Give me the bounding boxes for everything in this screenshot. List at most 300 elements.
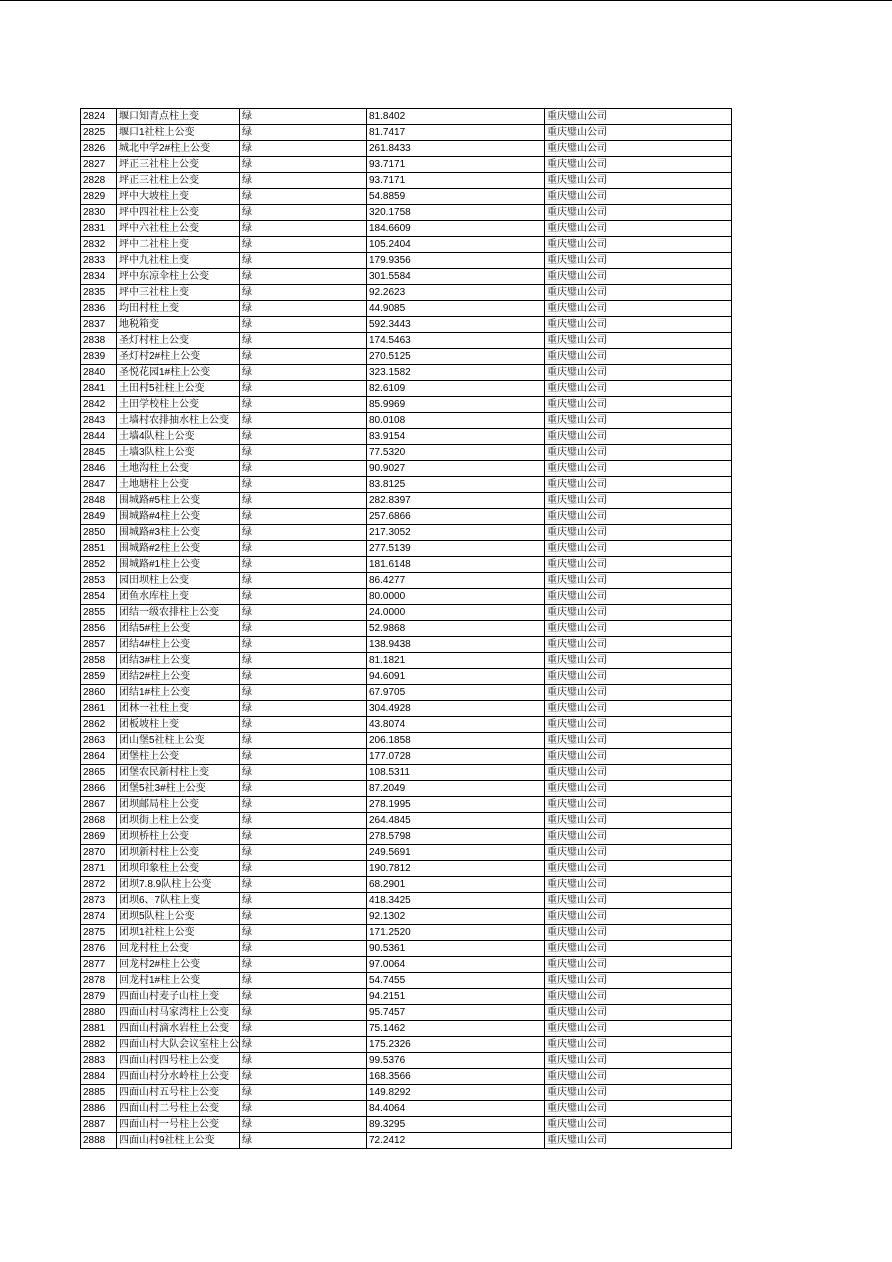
transformer-name-cell: 土墙村农排抽水柱上公变 (117, 413, 240, 429)
row-number-cell: 2886 (81, 1101, 117, 1117)
transformer-name-cell: 城北中学2#柱上公变 (117, 141, 240, 157)
company-cell: 重庆璧山公司 (545, 893, 732, 909)
row-number-cell: 2879 (81, 989, 117, 1005)
status-cell: 绿 (240, 173, 367, 189)
status-cell: 绿 (240, 685, 367, 701)
row-number-cell: 2841 (81, 381, 117, 397)
value-cell: 261.8433 (367, 141, 545, 157)
row-number-cell: 2873 (81, 893, 117, 909)
status-cell: 绿 (240, 557, 367, 573)
table-row (81, 141, 732, 157)
company-cell: 重庆璧山公司 (545, 845, 732, 861)
transformer-name-cell: 均田村柱上变 (117, 301, 240, 317)
company-cell: 重庆璧山公司 (545, 701, 732, 717)
row-number-cell: 2842 (81, 397, 117, 413)
table-row (81, 669, 732, 685)
status-cell: 绿 (240, 1037, 367, 1053)
row-number-cell: 2837 (81, 317, 117, 333)
table-row (81, 429, 732, 445)
row-number-cell: 2877 (81, 957, 117, 973)
transformer-name-cell: 团结3#柱上公变 (117, 653, 240, 669)
row-number-cell: 2875 (81, 925, 117, 941)
status-cell: 绿 (240, 797, 367, 813)
transformer-name-cell: 坪中东凉伞柱上公变 (117, 269, 240, 285)
row-number-cell: 2829 (81, 189, 117, 205)
value-cell: 77.5320 (367, 445, 545, 461)
value-cell: 171.2520 (367, 925, 545, 941)
company-cell: 重庆璧山公司 (545, 1085, 732, 1101)
company-cell: 重庆璧山公司 (545, 813, 732, 829)
company-cell: 重庆璧山公司 (545, 365, 732, 381)
company-cell: 重庆璧山公司 (545, 525, 732, 541)
status-cell: 绿 (240, 141, 367, 157)
table-row (81, 397, 732, 413)
row-number-cell: 2834 (81, 269, 117, 285)
table-row (81, 157, 732, 173)
table-row (81, 557, 732, 573)
company-cell: 重庆璧山公司 (545, 621, 732, 637)
table-row (81, 493, 732, 509)
company-cell: 重庆璧山公司 (545, 125, 732, 141)
page-top-border (0, 0, 892, 1)
company-cell: 重庆璧山公司 (545, 541, 732, 557)
row-number-cell: 2857 (81, 637, 117, 653)
company-cell: 重庆璧山公司 (545, 605, 732, 621)
row-number-cell: 2862 (81, 717, 117, 733)
value-cell: 217.3052 (367, 525, 545, 541)
transformer-name-cell: 土墙3队柱上公变 (117, 445, 240, 461)
company-cell: 重庆璧山公司 (545, 829, 732, 845)
status-cell: 绿 (240, 749, 367, 765)
row-number-cell: 2830 (81, 205, 117, 221)
transformer-name-cell: 团坝7.8.9队柱上公变 (117, 877, 240, 893)
status-cell: 绿 (240, 829, 367, 845)
value-cell: 54.7455 (367, 973, 545, 989)
table-row (81, 413, 732, 429)
company-cell: 重庆璧山公司 (545, 733, 732, 749)
company-cell: 重庆璧山公司 (545, 445, 732, 461)
row-number-cell: 2872 (81, 877, 117, 893)
status-cell: 绿 (240, 781, 367, 797)
company-cell: 重庆璧山公司 (545, 381, 732, 397)
transformer-name-cell: 坪正三社柱上公变 (117, 173, 240, 189)
transformer-name-cell: 园田坝柱上公变 (117, 573, 240, 589)
transformer-name-cell: 土田学校柱上公变 (117, 397, 240, 413)
row-number-cell: 2858 (81, 653, 117, 669)
table-row (81, 477, 732, 493)
transformer-name-cell: 团坝1社柱上公变 (117, 925, 240, 941)
value-cell: 89.3295 (367, 1117, 545, 1133)
value-cell: 81.7417 (367, 125, 545, 141)
value-cell: 94.2151 (367, 989, 545, 1005)
status-cell: 绿 (240, 1069, 367, 1085)
transformer-name-cell: 团结4#柱上公变 (117, 637, 240, 653)
table-row (81, 253, 732, 269)
value-cell: 99.5376 (367, 1053, 545, 1069)
transformer-name-cell: 四面山村五号柱上公变 (117, 1085, 240, 1101)
value-cell: 320.1758 (367, 205, 545, 221)
value-cell: 304.4928 (367, 701, 545, 717)
status-cell: 绿 (240, 205, 367, 221)
value-cell: 97.0064 (367, 957, 545, 973)
value-cell: 249.5691 (367, 845, 545, 861)
table-row (81, 445, 732, 461)
company-cell: 重庆璧山公司 (545, 109, 732, 125)
value-cell: 54.8859 (367, 189, 545, 205)
value-cell: 277.5139 (367, 541, 545, 557)
row-number-cell: 2880 (81, 1005, 117, 1021)
row-number-cell: 2865 (81, 765, 117, 781)
table-row (81, 605, 732, 621)
company-cell: 重庆璧山公司 (545, 461, 732, 477)
table-row (81, 861, 732, 877)
value-cell: 168.3566 (367, 1069, 545, 1085)
row-number-cell: 2843 (81, 413, 117, 429)
transformer-name-cell: 团坝5队柱上公变 (117, 909, 240, 925)
status-cell: 绿 (240, 925, 367, 941)
status-cell: 绿 (240, 637, 367, 653)
status-cell: 绿 (240, 605, 367, 621)
value-cell: 181.6148 (367, 557, 545, 573)
company-cell: 重庆璧山公司 (545, 189, 732, 205)
value-cell: 175.2326 (367, 1037, 545, 1053)
transformer-name-cell: 坪中四社柱上公变 (117, 205, 240, 221)
company-cell: 重庆璧山公司 (545, 157, 732, 173)
status-cell: 绿 (240, 845, 367, 861)
status-cell: 绿 (240, 237, 367, 253)
table-row (81, 1085, 732, 1101)
row-number-cell: 2827 (81, 157, 117, 173)
company-cell: 重庆璧山公司 (545, 685, 732, 701)
status-cell: 绿 (240, 109, 367, 125)
transformer-name-cell: 团堡5社3#柱上公变 (117, 781, 240, 797)
row-number-cell: 2845 (81, 445, 117, 461)
transformer-name-cell: 团坝街上柱上公变 (117, 813, 240, 829)
company-cell: 重庆璧山公司 (545, 957, 732, 973)
status-cell: 绿 (240, 509, 367, 525)
company-cell: 重庆璧山公司 (545, 941, 732, 957)
table-row (81, 925, 732, 941)
transformer-name-cell: 圣灯村2#柱上公变 (117, 349, 240, 365)
row-number-cell: 2888 (81, 1133, 117, 1149)
status-cell: 绿 (240, 589, 367, 605)
table-row (81, 317, 732, 333)
transformer-name-cell: 团坝新村柱上公变 (117, 845, 240, 861)
company-cell: 重庆璧山公司 (545, 493, 732, 509)
status-cell: 绿 (240, 429, 367, 445)
value-cell: 264.4845 (367, 813, 545, 829)
value-cell: 149.8292 (367, 1085, 545, 1101)
company-cell: 重庆璧山公司 (545, 285, 732, 301)
transformer-name-cell: 圣悦花园1#柱上公变 (117, 365, 240, 381)
table-row (81, 1069, 732, 1085)
table-row (81, 381, 732, 397)
value-cell: 92.1302 (367, 909, 545, 925)
table-row (81, 1037, 732, 1053)
status-cell: 绿 (240, 653, 367, 669)
value-cell: 82.6109 (367, 381, 545, 397)
value-cell: 93.7171 (367, 157, 545, 173)
status-cell: 绿 (240, 813, 367, 829)
table-row (81, 237, 732, 253)
row-number-cell: 2885 (81, 1085, 117, 1101)
table-row (81, 1117, 732, 1133)
row-number-cell: 2864 (81, 749, 117, 765)
value-cell: 68.2901 (367, 877, 545, 893)
row-number-cell: 2844 (81, 429, 117, 445)
row-number-cell: 2839 (81, 349, 117, 365)
table-row (81, 589, 732, 605)
status-cell: 绿 (240, 157, 367, 173)
value-cell: 257.6866 (367, 509, 545, 525)
value-cell: 81.8402 (367, 109, 545, 125)
status-cell: 绿 (240, 477, 367, 493)
row-number-cell: 2882 (81, 1037, 117, 1053)
row-number-cell: 2838 (81, 333, 117, 349)
table-row (81, 1005, 732, 1021)
company-cell: 重庆璧山公司 (545, 317, 732, 333)
transformer-name-cell: 回龙村1#柱上公变 (117, 973, 240, 989)
transformer-name-cell: 团堡柱上公变 (117, 749, 240, 765)
row-number-cell: 2824 (81, 109, 117, 125)
row-number-cell: 2846 (81, 461, 117, 477)
status-cell: 绿 (240, 413, 367, 429)
table-row (81, 573, 732, 589)
row-number-cell: 2881 (81, 1021, 117, 1037)
status-cell: 绿 (240, 285, 367, 301)
status-cell: 绿 (240, 1053, 367, 1069)
table-row (81, 1101, 732, 1117)
row-number-cell: 2852 (81, 557, 117, 573)
value-cell: 278.1995 (367, 797, 545, 813)
table-row (81, 909, 732, 925)
status-cell: 绿 (240, 1101, 367, 1117)
transformer-name-cell: 四面山村9社柱上公变 (117, 1133, 240, 1149)
status-cell: 绿 (240, 621, 367, 637)
table-row (81, 941, 732, 957)
company-cell: 重庆璧山公司 (545, 397, 732, 413)
value-cell: 179.9356 (367, 253, 545, 269)
transformer-name-cell: 四面山村大队会议室柱上公 (117, 1037, 240, 1053)
company-cell: 重庆璧山公司 (545, 269, 732, 285)
value-cell: 177.0728 (367, 749, 545, 765)
company-cell: 重庆璧山公司 (545, 589, 732, 605)
table-row (81, 653, 732, 669)
status-cell: 绿 (240, 957, 367, 973)
status-cell: 绿 (240, 941, 367, 957)
transformer-name-cell: 团山堡5社柱上公变 (117, 733, 240, 749)
value-cell: 323.1582 (367, 365, 545, 381)
company-cell: 重庆璧山公司 (545, 797, 732, 813)
value-cell: 592.3443 (367, 317, 545, 333)
company-cell: 重庆璧山公司 (545, 141, 732, 157)
company-cell: 重庆璧山公司 (545, 861, 732, 877)
table-row (81, 365, 732, 381)
company-cell: 重庆璧山公司 (545, 989, 732, 1005)
company-cell: 重庆璧山公司 (545, 781, 732, 797)
table-row (81, 173, 732, 189)
status-cell: 绿 (240, 125, 367, 141)
transformer-name-cell: 四面山村麦子山柱上变 (117, 989, 240, 1005)
value-cell: 206.1858 (367, 733, 545, 749)
value-cell: 95.7457 (367, 1005, 545, 1021)
transformer-name-cell: 坪中九社柱上变 (117, 253, 240, 269)
company-cell: 重庆璧山公司 (545, 573, 732, 589)
row-number-cell: 2887 (81, 1117, 117, 1133)
company-cell: 重庆璧山公司 (545, 221, 732, 237)
company-cell: 重庆璧山公司 (545, 509, 732, 525)
company-cell: 重庆璧山公司 (545, 349, 732, 365)
row-number-cell: 2860 (81, 685, 117, 701)
transformer-name-cell: 土田村5社柱上公变 (117, 381, 240, 397)
status-cell: 绿 (240, 669, 367, 685)
transformer-name-cell: 坪中二社柱上变 (117, 237, 240, 253)
value-cell: 86.4277 (367, 573, 545, 589)
value-cell: 43.8074 (367, 717, 545, 733)
status-cell: 绿 (240, 493, 367, 509)
value-cell: 105.2404 (367, 237, 545, 253)
row-number-cell: 2853 (81, 573, 117, 589)
status-cell: 绿 (240, 397, 367, 413)
transformer-name-cell: 坪中大坡柱上变 (117, 189, 240, 205)
table-row (81, 301, 732, 317)
table-row (81, 749, 732, 765)
value-cell: 94.6091 (367, 669, 545, 685)
row-number-cell: 2850 (81, 525, 117, 541)
transformer-name-cell: 团结一级农排柱上公变 (117, 605, 240, 621)
status-cell: 绿 (240, 909, 367, 925)
table-row (81, 989, 732, 1005)
table-row (81, 541, 732, 557)
row-number-cell: 2855 (81, 605, 117, 621)
table-row (81, 1021, 732, 1037)
transformer-name-cell: 围城路#4柱上公变 (117, 509, 240, 525)
company-cell: 重庆璧山公司 (545, 1005, 732, 1021)
value-cell: 190.7812 (367, 861, 545, 877)
company-cell: 重庆璧山公司 (545, 909, 732, 925)
table-row (81, 109, 732, 125)
table-row (81, 957, 732, 973)
status-cell: 绿 (240, 765, 367, 781)
value-cell: 84.4064 (367, 1101, 545, 1117)
status-cell: 绿 (240, 861, 367, 877)
table-row (81, 717, 732, 733)
transformer-name-cell: 团坝印象柱上公变 (117, 861, 240, 877)
company-cell: 重庆璧山公司 (545, 429, 732, 445)
value-cell: 90.9027 (367, 461, 545, 477)
status-cell: 绿 (240, 461, 367, 477)
status-cell: 绿 (240, 269, 367, 285)
row-number-cell: 2871 (81, 861, 117, 877)
table-row (81, 1133, 732, 1149)
value-cell: 44.9085 (367, 301, 545, 317)
transformer-name-cell: 圣灯村柱上公变 (117, 333, 240, 349)
table-row (81, 685, 732, 701)
table-row (81, 269, 732, 285)
company-cell: 重庆璧山公司 (545, 1053, 732, 1069)
table-row (81, 205, 732, 221)
row-number-cell: 2866 (81, 781, 117, 797)
row-number-cell: 2826 (81, 141, 117, 157)
company-cell: 重庆璧山公司 (545, 653, 732, 669)
transformer-name-cell: 团堡农民新村柱上变 (117, 765, 240, 781)
company-cell: 重庆璧山公司 (545, 413, 732, 429)
value-cell: 301.5584 (367, 269, 545, 285)
row-number-cell: 2854 (81, 589, 117, 605)
table-row (81, 701, 732, 717)
table-row (81, 829, 732, 845)
company-cell: 重庆璧山公司 (545, 205, 732, 221)
company-cell: 重庆璧山公司 (545, 717, 732, 733)
row-number-cell: 2878 (81, 973, 117, 989)
transformer-name-cell: 四面山村滴水岩柱上公变 (117, 1021, 240, 1037)
transformer-name-cell: 团结2#柱上公变 (117, 669, 240, 685)
company-cell: 重庆璧山公司 (545, 1133, 732, 1149)
table-row (81, 333, 732, 349)
row-number-cell: 2831 (81, 221, 117, 237)
transformer-name-cell: 四面山村一号柱上公变 (117, 1117, 240, 1133)
value-cell: 80.0000 (367, 589, 545, 605)
value-cell: 282.8397 (367, 493, 545, 509)
row-number-cell: 2883 (81, 1053, 117, 1069)
status-cell: 绿 (240, 989, 367, 1005)
company-cell: 重庆璧山公司 (545, 1101, 732, 1117)
table-row (81, 525, 732, 541)
status-cell: 绿 (240, 733, 367, 749)
transformer-name-cell: 围城路#1柱上公变 (117, 557, 240, 573)
status-cell: 绿 (240, 573, 367, 589)
value-cell: 52.9868 (367, 621, 545, 637)
transformer-name-cell: 四面山村四号柱上公变 (117, 1053, 240, 1069)
status-cell: 绿 (240, 717, 367, 733)
value-cell: 93.7171 (367, 173, 545, 189)
transformer-name-cell: 团林一社柱上变 (117, 701, 240, 717)
transformer-name-cell: 坪中三社柱上变 (117, 285, 240, 301)
table-row (81, 1053, 732, 1069)
row-number-cell: 2868 (81, 813, 117, 829)
transformer-name-cell: 回龙村2#柱上公变 (117, 957, 240, 973)
table-row (81, 509, 732, 525)
row-number-cell: 2859 (81, 669, 117, 685)
data-table (80, 108, 732, 1149)
company-cell: 重庆璧山公司 (545, 1069, 732, 1085)
table-row (81, 781, 732, 797)
value-cell: 418.3425 (367, 893, 545, 909)
transformer-name-cell: 团结1#柱上公变 (117, 685, 240, 701)
value-cell: 75.1462 (367, 1021, 545, 1037)
row-number-cell: 2832 (81, 237, 117, 253)
transformer-name-cell: 回龙村柱上公变 (117, 941, 240, 957)
table-row (81, 125, 732, 141)
value-cell: 174.5463 (367, 333, 545, 349)
row-number-cell: 2833 (81, 253, 117, 269)
value-cell: 67.9705 (367, 685, 545, 701)
value-cell: 72.2412 (367, 1133, 545, 1149)
company-cell: 重庆璧山公司 (545, 1037, 732, 1053)
company-cell: 重庆璧山公司 (545, 253, 732, 269)
company-cell: 重庆璧山公司 (545, 477, 732, 493)
row-number-cell: 2870 (81, 845, 117, 861)
company-cell: 重庆璧山公司 (545, 925, 732, 941)
table-row (81, 893, 732, 909)
status-cell: 绿 (240, 701, 367, 717)
company-cell: 重庆璧山公司 (545, 1021, 732, 1037)
table-body (81, 109, 732, 1149)
status-cell: 绿 (240, 301, 367, 317)
table-row (81, 621, 732, 637)
transformer-name-cell: 土地沟柱上公变 (117, 461, 240, 477)
transformer-name-cell: 围城路#5柱上公变 (117, 493, 240, 509)
